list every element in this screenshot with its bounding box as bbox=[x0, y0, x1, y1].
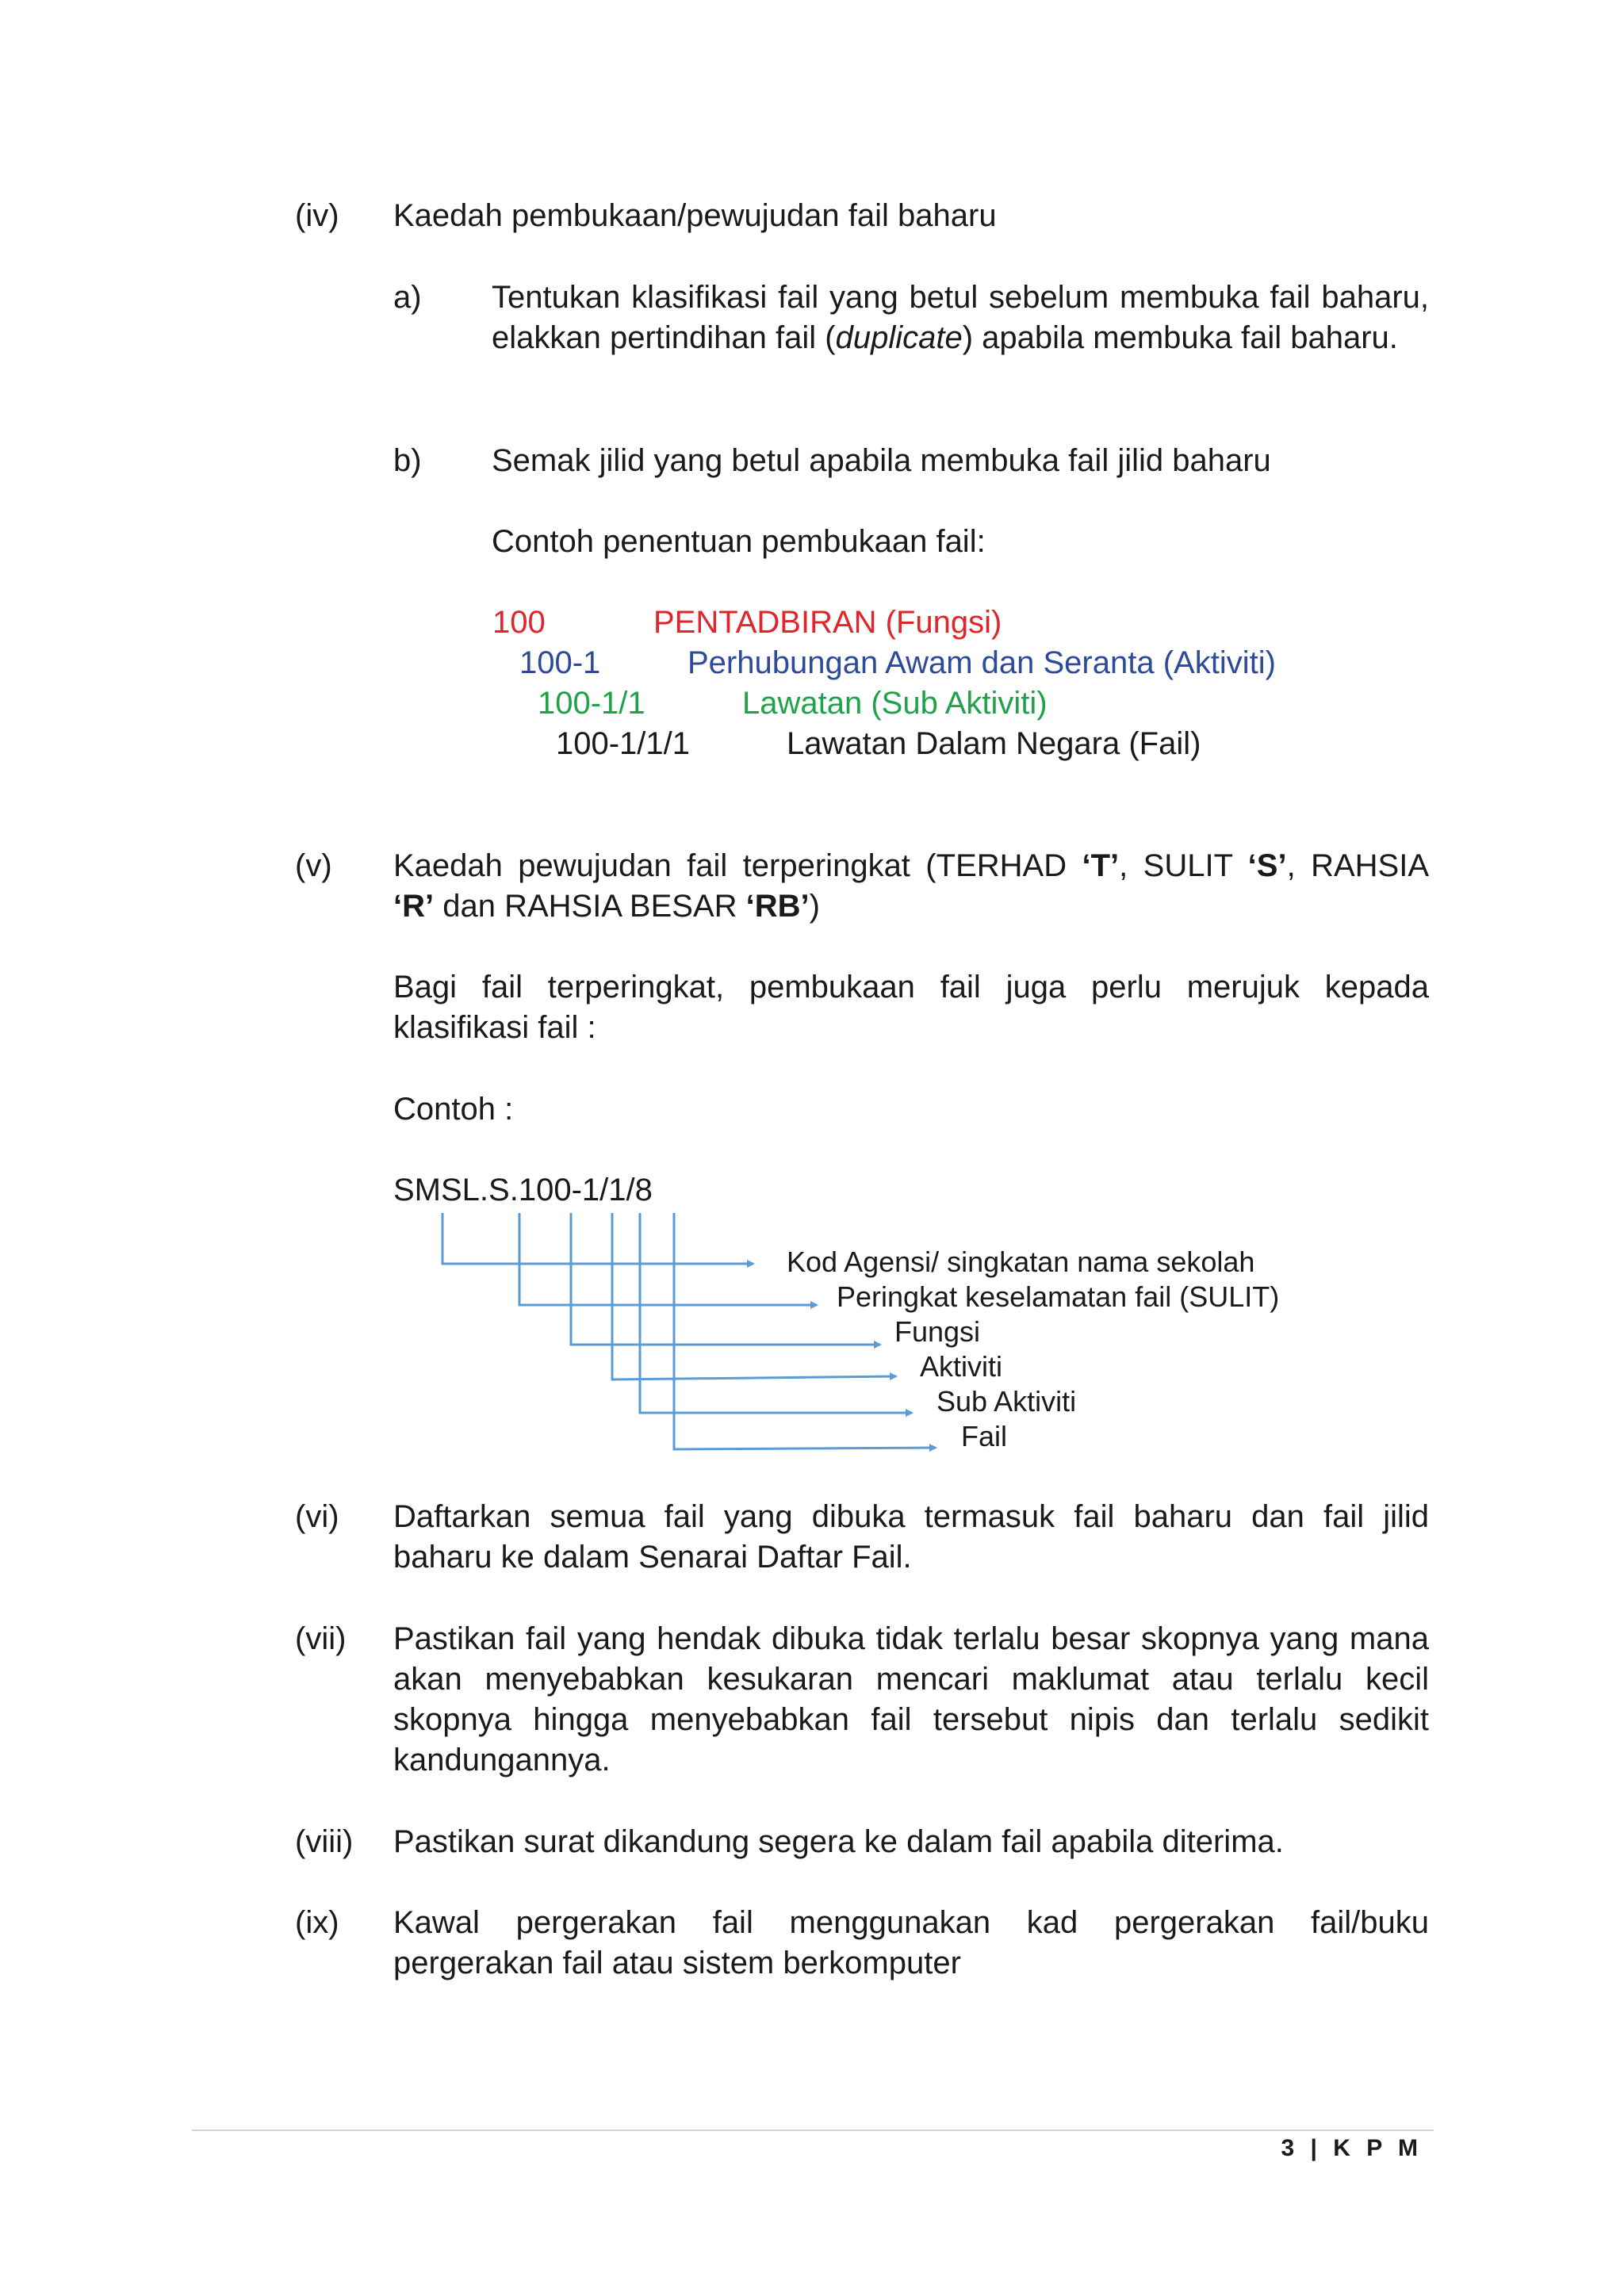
subitem-text-a-italic: duplicate bbox=[835, 320, 963, 355]
title-code-s: ‘S’ bbox=[1247, 848, 1287, 883]
item-v-contoh: Contoh : bbox=[393, 1092, 514, 1127]
title-text: , SULIT bbox=[1119, 848, 1248, 883]
classification-name: Perhubungan Awam dan Seranta (Aktiviti) bbox=[688, 645, 1276, 680]
diagram-label-fungsi: Fungsi bbox=[894, 1315, 981, 1348]
item-number-ix: (ix) bbox=[295, 1905, 339, 1940]
item-number-vi: (vi) bbox=[295, 1499, 339, 1534]
diagram-label-fail: Fail bbox=[961, 1420, 1008, 1452]
title-code-r: ‘R’ bbox=[393, 889, 435, 924]
item-text-ix bbox=[393, 1903, 1429, 1984]
arrow-kod-agensi bbox=[442, 1213, 753, 1264]
diagram-label-aktiviti: Aktiviti bbox=[920, 1350, 1003, 1383]
item-text-vii: Pastikan fail yang hendak dibuka tidak terlalu besar skopnya yang mana akan menyebabkan kesukaran mencari maklumat atau terlalu kecil skopnya hingga menyebabkan fail tersebut nipis dan terlalu sedikit kandungannya. bbox=[393, 1621, 1429, 1777]
item-text-ix-line1: Kawal pergerakan fail menggunakan kad pergerakan fail/buku bbox=[393, 1905, 1429, 1940]
subitem-text-a bbox=[492, 277, 1429, 358]
item-text-ix-line2: pergerakan fail atau sistem berkomputer bbox=[393, 1946, 961, 1980]
diagram-label-sub-aktiviti: Sub Aktiviti bbox=[936, 1385, 1077, 1418]
title-text: dan RAHSIA BESAR bbox=[434, 889, 746, 924]
item-title-v-line2 bbox=[393, 886, 1429, 927]
file-code-example: SMSL.S.100-1/1/8 bbox=[393, 1173, 653, 1207]
item-title-v bbox=[393, 846, 1429, 927]
classification-name: PENTADBIRAN (Fungsi) bbox=[653, 605, 1002, 640]
footer-divider bbox=[192, 2130, 1434, 2131]
classification-name: Lawatan (Sub Aktiviti) bbox=[742, 686, 1048, 721]
title-text: Kaedah pewujudan fail terperingkat (TERHAD bbox=[393, 848, 1082, 883]
classification-code: 100-1 bbox=[519, 645, 601, 680]
classification-code: 100 bbox=[492, 605, 546, 640]
subitem-label-b: b) bbox=[393, 443, 422, 478]
classification-code: 100-1/1 bbox=[538, 686, 645, 721]
diagram-label-peringkat: Peringkat keselamatan fail (SULIT) bbox=[837, 1280, 1280, 1313]
subitem-label-a: a) bbox=[393, 280, 422, 315]
item-title-v-line1 bbox=[393, 846, 1429, 886]
item-text-vi: Daftarkan semua fail yang dibuka termasuk fail baharu dan fail jilid baharu ke dalam Senarai Daftar Fail. bbox=[393, 1499, 1429, 1575]
item-text-viii: Pastikan surat dikandung segera ke dalam fail apabila diterima. bbox=[393, 1824, 1284, 1859]
example-heading: Contoh penentuan pembukaan fail: bbox=[492, 524, 986, 559]
item-number-iv: (iv) bbox=[295, 198, 339, 233]
item-number-viii: (viii) bbox=[295, 1824, 354, 1859]
classification-code: 100-1/1/1 bbox=[556, 726, 691, 761]
classification-name: Lawatan Dalam Negara (Fail) bbox=[787, 726, 1201, 761]
subitem-text-b: Semak jilid yang betul apabila membuka fail jilid baharu bbox=[492, 443, 1271, 478]
title-text: , RAHSIA bbox=[1286, 848, 1430, 883]
item-title-iv: Kaedah pembukaan/pewujudan fail baharu bbox=[393, 198, 997, 233]
title-code-t: ‘T’ bbox=[1082, 848, 1120, 883]
subitem-text-a-part2: ) apabila membuka fail baharu. bbox=[962, 320, 1398, 355]
diagram-label-kod-agensi: Kod Agensi/ singkatan nama sekolah bbox=[787, 1246, 1255, 1278]
subitem-text-a-part1: Tentukan klasifikasi fail yang betul sebelum membuka fail baharu, elakkan pertindihan fail ( bbox=[492, 280, 1429, 355]
item-v-paragraph: Bagi fail terperingkat, pembukaan fail juga perlu merujuk kepada klasifikasi fail : bbox=[393, 970, 1429, 1045]
arrow-peringkat bbox=[519, 1213, 817, 1305]
item-number-vii: (vii) bbox=[295, 1621, 347, 1656]
page-footer: 3 | K P M bbox=[1281, 2135, 1423, 2161]
title-code-rb: ‘RB’ bbox=[745, 889, 810, 924]
title-text: ) bbox=[809, 889, 820, 924]
item-number-v: (v) bbox=[295, 848, 332, 883]
